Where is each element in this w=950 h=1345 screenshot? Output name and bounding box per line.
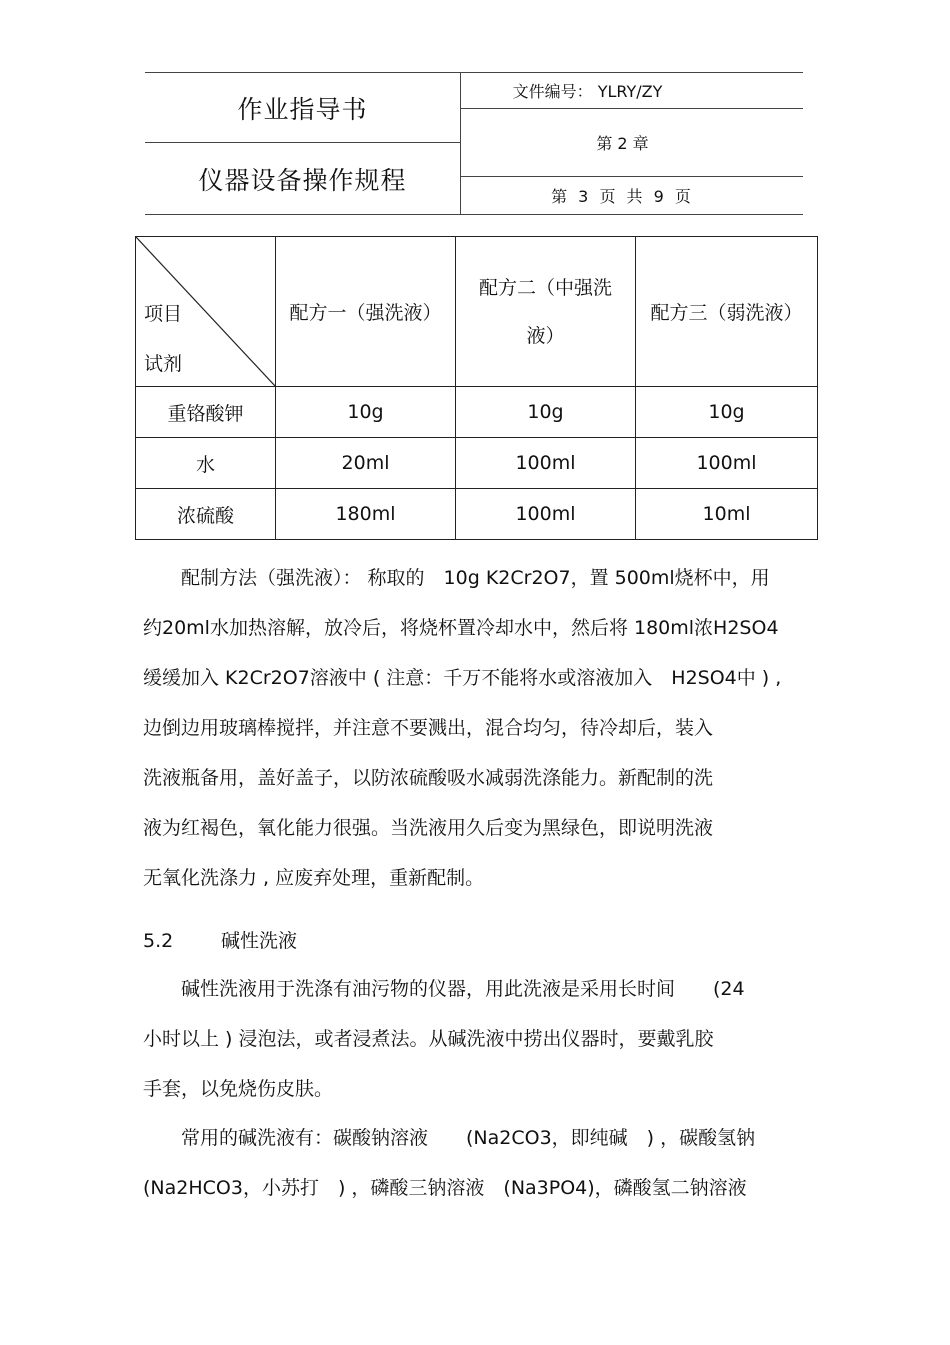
text-line: 液为红褐色，氧化能力很强。当洗液用久后变为黑绿色，即说明洗液 (143, 817, 714, 839)
preparation-paragraph (143, 565, 833, 915)
text-line: 配制方法（强洗液）： 称取的 10g K2Cr2O7，置 500ml烧杯中，用 (143, 567, 770, 589)
text-line: 边倒边用玻璃棒搅拌，并注意不要溅出，混合均匀，待冷却后，装入 (143, 717, 714, 739)
table-row (136, 387, 818, 438)
header-title-main: 作业指导书 (237, 95, 368, 124)
section-number: 5.2 (143, 930, 174, 952)
table-cell: 100ml (456, 489, 636, 540)
text-line: 常用的碱洗液有：碳酸钠溶液 (Na2CO3，即纯碱 ) ，碳酸氢钠 (143, 1127, 756, 1149)
doc-number: 文件编号： YLRY/ZY (512, 82, 663, 101)
table-cell: 180ml (276, 489, 456, 540)
table-cell: 10g (636, 387, 818, 438)
text-line: (Na2HCO3，小苏打 ) ，磷酸三钠溶液 (Na3PO4)，磷酸氢二钠溶液 (143, 1177, 747, 1199)
header-rule-bottom (145, 214, 803, 215)
chapter-label: 第 2 章 (596, 134, 649, 153)
table-cell: 100ml (456, 438, 636, 489)
table-cell: 100ml (636, 438, 818, 489)
column-header-2-line2: 液） (526, 324, 565, 347)
column-header-3: 配方三（弱洗液） (636, 237, 818, 387)
table-header-row (136, 237, 818, 387)
column-header-1: 配方一（强洗液） (276, 237, 456, 387)
column-header-2-line1: 配方二（中强洗 (478, 276, 612, 299)
text-line: 碱性洗液用于洗涤有油污物的仪器，用此洗液是采用长时间 (24 (143, 978, 745, 1000)
text-line: 无氧化洗涤力 , 应废弃处理，重新配制。 (143, 867, 485, 889)
row-label: 浓硫酸 (136, 489, 276, 540)
table-cell: 10ml (636, 489, 818, 540)
header-rule-right-2 (460, 176, 803, 177)
row-label: 重铬酸钾 (136, 387, 276, 438)
alkaline-paragraph (143, 976, 833, 1126)
corner-item-label: 项目 (144, 303, 183, 325)
column-header-2 (456, 237, 636, 387)
header-rule-top (145, 72, 803, 73)
text-line: 洗液瓶备用，盖好盖子，以防浓硫酸吸水减弱洗涤能力。新配制的洗 (143, 767, 714, 789)
section-heading (143, 926, 297, 953)
text-line: 手套，以免烧伤皮肤。 (143, 1078, 334, 1100)
section-title: 碱性洗液 (221, 930, 298, 952)
row-label: 水 (136, 438, 276, 489)
text-line: 小时以上 ) 浸泡法，或者浸煮法。从碱洗液中捞出仪器时，要戴乳胶 (143, 1028, 714, 1050)
text-line: 缓缓加入 K2Cr2O7溶液中 ( 注意：千万不能将水或溶液加入 H2SO4中 ) , (143, 667, 782, 689)
table-cell: 10g (276, 387, 456, 438)
page-info: 第 3 页 共 9 页 (551, 187, 694, 206)
corner-reagent-label: 试剂 (144, 353, 183, 375)
common-alkaline-paragraph (143, 1125, 833, 1225)
table-cell: 10g (456, 387, 636, 438)
table-corner-cell (136, 237, 276, 387)
recipe-table (135, 236, 818, 540)
table-row (136, 489, 818, 540)
header-rule-right-1 (460, 108, 803, 109)
header-title-sub: 仪器设备操作规程 (198, 166, 407, 195)
header-rule-left-mid (145, 142, 460, 143)
table-cell: 20ml (276, 438, 456, 489)
table-row (136, 438, 818, 489)
text-line: 约20ml水加热溶解，放冷后，将烧杯置冷却水中，然后将 180ml浓H2SO4 (143, 617, 779, 639)
